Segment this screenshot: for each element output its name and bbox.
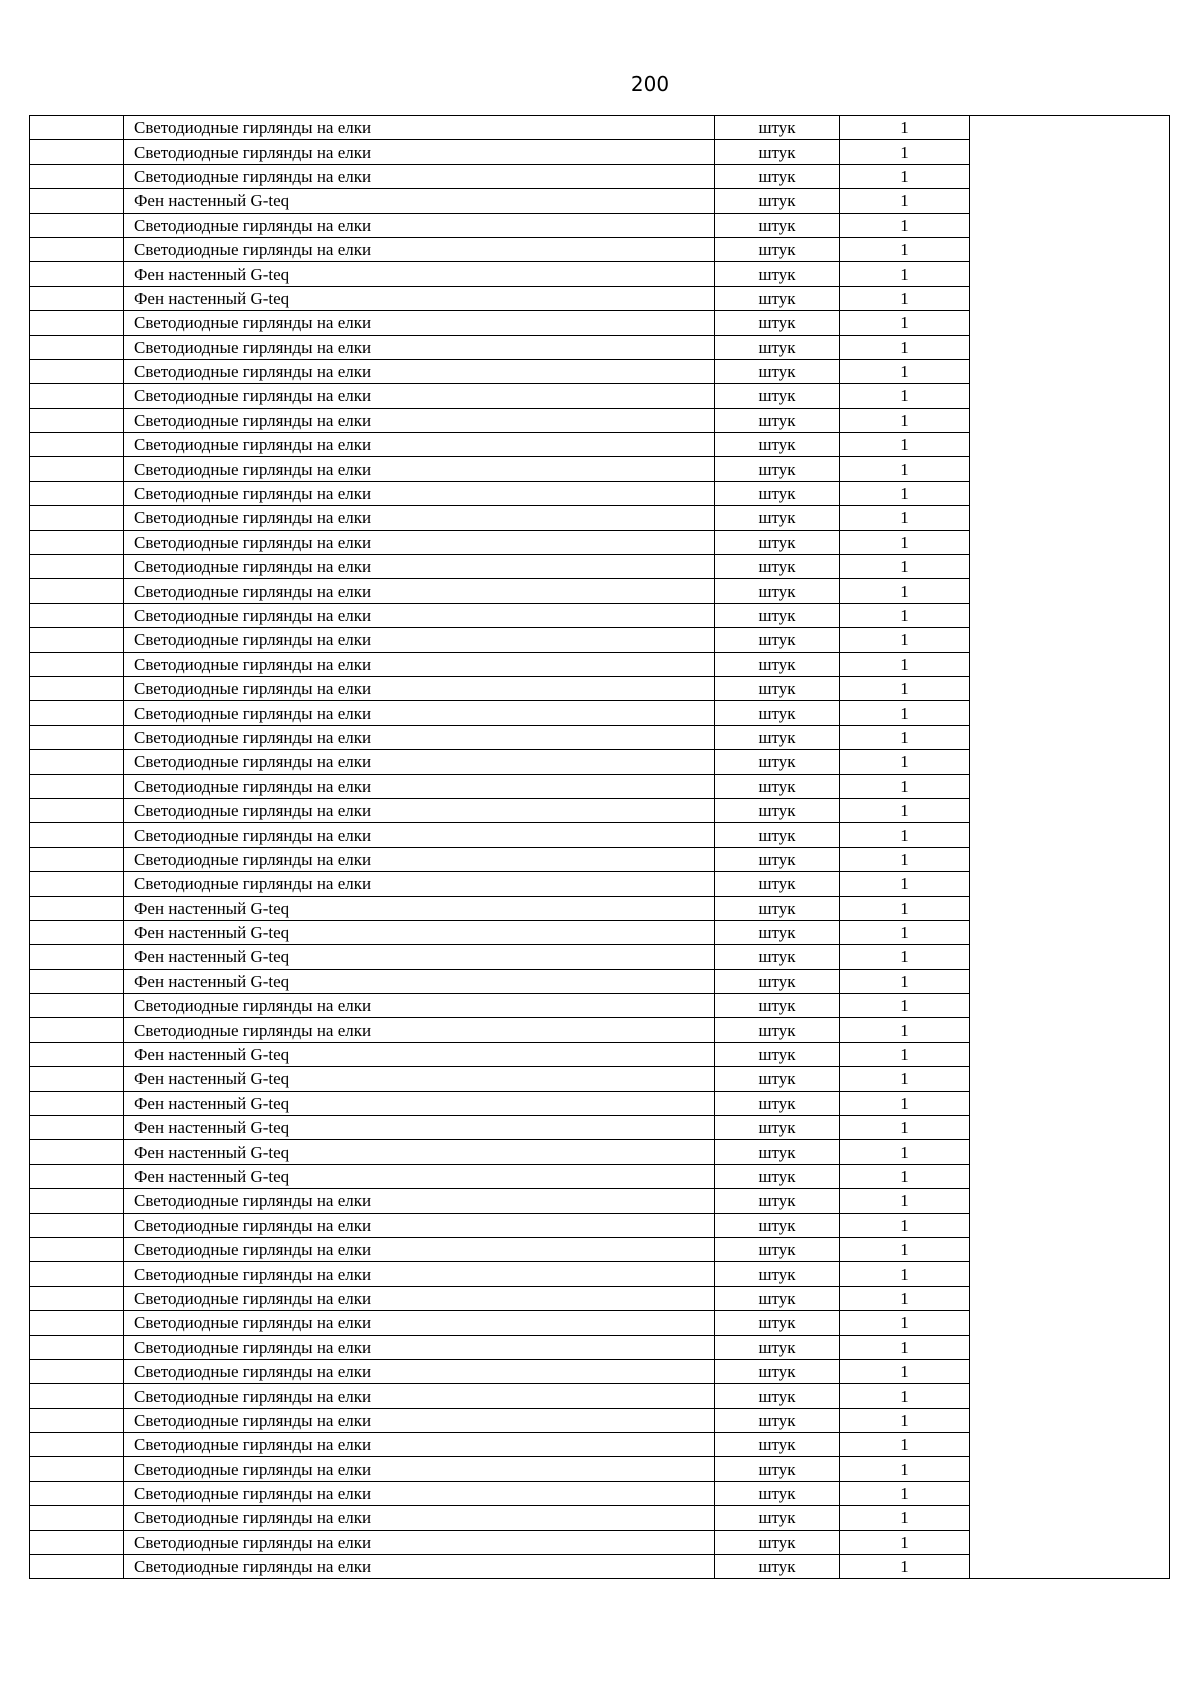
- item-name-cell: Светодиодные гирлянды на елки: [124, 1506, 715, 1530]
- item-unit-cell: штук: [715, 1481, 840, 1505]
- item-name-cell: Светодиодные гирлянды на елки: [124, 359, 715, 383]
- row-number-cell: [30, 774, 124, 798]
- item-unit-cell: штук: [715, 1213, 840, 1237]
- row-number-cell: [30, 1189, 124, 1213]
- row-number-cell: [30, 750, 124, 774]
- row-number-cell: [30, 798, 124, 822]
- item-name-cell: Светодиодные гирлянды на елки: [124, 555, 715, 579]
- row-number-cell: [30, 1311, 124, 1335]
- row-number-cell: [30, 1164, 124, 1188]
- item-quantity-cell: 1: [840, 1408, 970, 1432]
- row-number-cell: [30, 823, 124, 847]
- row-number-cell: [30, 1237, 124, 1261]
- item-name-cell: Светодиодные гирлянды на елки: [124, 433, 715, 457]
- row-number-cell: [30, 1408, 124, 1432]
- row-number-cell: [30, 1067, 124, 1091]
- item-unit-cell: штук: [715, 1384, 840, 1408]
- item-unit-cell: штук: [715, 652, 840, 676]
- item-quantity-cell: 1: [840, 1530, 970, 1554]
- row-number-cell: [30, 1213, 124, 1237]
- item-quantity-cell: 1: [840, 1384, 970, 1408]
- item-unit-cell: штук: [715, 969, 840, 993]
- row-number-cell: [30, 628, 124, 652]
- item-quantity-cell: 1: [840, 262, 970, 286]
- item-name-cell: Светодиодные гирлянды на елки: [124, 1433, 715, 1457]
- item-name-cell: Фен настенный G-teq: [124, 1140, 715, 1164]
- row-number-cell: [30, 994, 124, 1018]
- item-name-cell: Светодиодные гирлянды на елки: [124, 823, 715, 847]
- row-number-cell: [30, 896, 124, 920]
- item-quantity-cell: 1: [840, 994, 970, 1018]
- item-quantity-cell: 1: [840, 798, 970, 822]
- row-number-cell: [30, 286, 124, 310]
- row-number-cell: [30, 1140, 124, 1164]
- row-number-cell: [30, 555, 124, 579]
- item-unit-cell: штук: [715, 481, 840, 505]
- item-name-cell: Светодиодные гирлянды на елки: [124, 676, 715, 700]
- page-number: 200: [630, 72, 670, 96]
- item-unit-cell: штук: [715, 1506, 840, 1530]
- item-quantity-cell: 1: [840, 920, 970, 944]
- item-unit-cell: штук: [715, 433, 840, 457]
- row-number-cell: [30, 189, 124, 213]
- item-quantity-cell: 1: [840, 506, 970, 530]
- item-name-cell: Светодиодные гирлянды на елки: [124, 1286, 715, 1310]
- row-number-cell: [30, 725, 124, 749]
- item-name-cell: Фен настенный G-teq: [124, 286, 715, 310]
- item-quantity-cell: 1: [840, 1042, 970, 1066]
- item-quantity-cell: 1: [840, 725, 970, 749]
- item-quantity-cell: 1: [840, 872, 970, 896]
- item-name-cell: Светодиодные гирлянды на елки: [124, 1384, 715, 1408]
- item-quantity-cell: 1: [840, 652, 970, 676]
- item-name-cell: Фен настенный G-teq: [124, 896, 715, 920]
- item-quantity-cell: 1: [840, 164, 970, 188]
- item-quantity-cell: 1: [840, 1164, 970, 1188]
- row-number-cell: [30, 384, 124, 408]
- items-table: [29, 115, 1170, 1579]
- row-number-cell: [30, 1457, 124, 1481]
- item-name-cell: Светодиодные гирлянды на елки: [124, 701, 715, 725]
- item-quantity-cell: 1: [840, 579, 970, 603]
- item-name-cell: Светодиодные гирлянды на елки: [124, 457, 715, 481]
- row-number-cell: [30, 433, 124, 457]
- item-quantity-cell: 1: [840, 847, 970, 871]
- item-unit-cell: штук: [715, 1116, 840, 1140]
- item-quantity-cell: 1: [840, 1506, 970, 1530]
- item-quantity-cell: 1: [840, 1433, 970, 1457]
- item-unit-cell: штук: [715, 189, 840, 213]
- item-unit-cell: штук: [715, 116, 840, 140]
- item-quantity-cell: 1: [840, 1335, 970, 1359]
- row-number-cell: [30, 408, 124, 432]
- row-number-cell: [30, 1335, 124, 1359]
- item-unit-cell: штук: [715, 1457, 840, 1481]
- item-quantity-cell: 1: [840, 823, 970, 847]
- row-number-cell: [30, 359, 124, 383]
- item-quantity-cell: 1: [840, 676, 970, 700]
- row-number-cell: [30, 237, 124, 261]
- item-name-cell: Светодиодные гирлянды на елки: [124, 164, 715, 188]
- item-unit-cell: штук: [715, 1555, 840, 1579]
- row-number-cell: [30, 140, 124, 164]
- row-number-cell: [30, 1116, 124, 1140]
- item-unit-cell: штук: [715, 237, 840, 261]
- item-unit-cell: штук: [715, 1018, 840, 1042]
- item-name-cell: Светодиодные гирлянды на елки: [124, 140, 715, 164]
- item-quantity-cell: 1: [840, 1286, 970, 1310]
- item-unit-cell: штук: [715, 1433, 840, 1457]
- item-quantity-cell: 1: [840, 359, 970, 383]
- item-quantity-cell: 1: [840, 286, 970, 310]
- row-number-cell: [30, 213, 124, 237]
- item-unit-cell: штук: [715, 286, 840, 310]
- item-quantity-cell: 1: [840, 603, 970, 627]
- item-unit-cell: штук: [715, 506, 840, 530]
- item-name-cell: Светодиодные гирлянды на елки: [124, 1555, 715, 1579]
- item-quantity-cell: 1: [840, 1262, 970, 1286]
- item-unit-cell: штук: [715, 896, 840, 920]
- item-unit-cell: штук: [715, 1042, 840, 1066]
- item-name-cell: Светодиодные гирлянды на елки: [124, 1530, 715, 1554]
- row-number-cell: [30, 1091, 124, 1115]
- item-unit-cell: штук: [715, 262, 840, 286]
- item-unit-cell: штук: [715, 725, 840, 749]
- item-quantity-cell: 1: [840, 750, 970, 774]
- item-name-cell: Светодиодные гирлянды на елки: [124, 750, 715, 774]
- item-quantity-cell: 1: [840, 140, 970, 164]
- row-number-cell: [30, 1506, 124, 1530]
- item-unit-cell: штук: [715, 1140, 840, 1164]
- item-unit-cell: штук: [715, 628, 840, 652]
- item-quantity-cell: 1: [840, 1116, 970, 1140]
- item-quantity-cell: 1: [840, 969, 970, 993]
- item-name-cell: Светодиодные гирлянды на елки: [124, 213, 715, 237]
- item-quantity-cell: 1: [840, 384, 970, 408]
- row-number-cell: [30, 311, 124, 335]
- item-quantity-cell: 1: [840, 530, 970, 554]
- row-number-cell: [30, 506, 124, 530]
- item-name-cell: Фен настенный G-teq: [124, 262, 715, 286]
- row-number-cell: [30, 579, 124, 603]
- item-name-cell: Фен настенный G-teq: [124, 920, 715, 944]
- item-quantity-cell: 1: [840, 1457, 970, 1481]
- item-unit-cell: штук: [715, 1067, 840, 1091]
- item-unit-cell: штук: [715, 1530, 840, 1554]
- row-number-cell: [30, 1359, 124, 1383]
- item-name-cell: Светодиодные гирлянды на елки: [124, 1262, 715, 1286]
- item-name-cell: Светодиодные гирлянды на елки: [124, 1408, 715, 1432]
- item-name-cell: Фен настенный G-teq: [124, 1091, 715, 1115]
- item-name-cell: Светодиодные гирлянды на елки: [124, 237, 715, 261]
- item-name-cell: Светодиодные гирлянды на елки: [124, 1213, 715, 1237]
- table-row: [30, 116, 1170, 140]
- item-unit-cell: штук: [715, 701, 840, 725]
- row-number-cell: [30, 164, 124, 188]
- row-number-cell: [30, 530, 124, 554]
- item-name-cell: Светодиодные гирлянды на елки: [124, 628, 715, 652]
- item-unit-cell: штук: [715, 847, 840, 871]
- item-unit-cell: штук: [715, 213, 840, 237]
- item-name-cell: Светодиодные гирлянды на елки: [124, 1189, 715, 1213]
- item-quantity-cell: 1: [840, 408, 970, 432]
- row-number-cell: [30, 1433, 124, 1457]
- item-name-cell: Фен настенный G-teq: [124, 1067, 715, 1091]
- item-quantity-cell: 1: [840, 628, 970, 652]
- row-number-cell: [30, 872, 124, 896]
- item-name-cell: Светодиодные гирлянды на елки: [124, 579, 715, 603]
- item-unit-cell: штук: [715, 994, 840, 1018]
- item-unit-cell: штук: [715, 408, 840, 432]
- item-quantity-cell: 1: [840, 1189, 970, 1213]
- row-number-cell: [30, 1286, 124, 1310]
- item-name-cell: Светодиодные гирлянды на елки: [124, 872, 715, 896]
- item-unit-cell: штук: [715, 1311, 840, 1335]
- item-unit-cell: штук: [715, 603, 840, 627]
- row-number-cell: [30, 116, 124, 140]
- item-unit-cell: штук: [715, 774, 840, 798]
- item-name-cell: Фен настенный G-teq: [124, 969, 715, 993]
- item-quantity-cell: 1: [840, 701, 970, 725]
- item-quantity-cell: 1: [840, 189, 970, 213]
- item-unit-cell: штук: [715, 750, 840, 774]
- item-name-cell: Светодиодные гирлянды на елки: [124, 311, 715, 335]
- item-name-cell: Светодиодные гирлянды на елки: [124, 1481, 715, 1505]
- item-name-cell: Светодиодные гирлянды на елки: [124, 116, 715, 140]
- item-quantity-cell: 1: [840, 1018, 970, 1042]
- item-unit-cell: штук: [715, 457, 840, 481]
- item-quantity-cell: 1: [840, 555, 970, 579]
- item-unit-cell: штук: [715, 164, 840, 188]
- row-number-cell: [30, 1262, 124, 1286]
- row-number-cell: [30, 1555, 124, 1579]
- item-name-cell: Светодиодные гирлянды на елки: [124, 1457, 715, 1481]
- row-number-cell: [30, 920, 124, 944]
- item-quantity-cell: 1: [840, 1311, 970, 1335]
- item-name-cell: Светодиодные гирлянды на елки: [124, 530, 715, 554]
- item-unit-cell: штук: [715, 798, 840, 822]
- item-unit-cell: штук: [715, 359, 840, 383]
- item-quantity-cell: 1: [840, 945, 970, 969]
- item-name-cell: Светодиодные гирлянды на елки: [124, 847, 715, 871]
- item-name-cell: Светодиодные гирлянды на елки: [124, 1335, 715, 1359]
- row-number-cell: [30, 262, 124, 286]
- item-quantity-cell: 1: [840, 896, 970, 920]
- item-quantity-cell: 1: [840, 237, 970, 261]
- item-quantity-cell: 1: [840, 457, 970, 481]
- row-number-cell: [30, 969, 124, 993]
- item-quantity-cell: 1: [840, 433, 970, 457]
- item-unit-cell: штук: [715, 1164, 840, 1188]
- item-unit-cell: штук: [715, 1091, 840, 1115]
- row-number-cell: [30, 335, 124, 359]
- item-unit-cell: штук: [715, 872, 840, 896]
- item-unit-cell: штук: [715, 555, 840, 579]
- item-name-cell: Светодиодные гирлянды на елки: [124, 1359, 715, 1383]
- item-quantity-cell: 1: [840, 1091, 970, 1115]
- item-unit-cell: штук: [715, 920, 840, 944]
- item-name-cell: Светодиодные гирлянды на елки: [124, 384, 715, 408]
- item-unit-cell: штук: [715, 384, 840, 408]
- item-unit-cell: штук: [715, 579, 840, 603]
- item-quantity-cell: 1: [840, 1140, 970, 1164]
- item-quantity-cell: 1: [840, 335, 970, 359]
- item-unit-cell: штук: [715, 311, 840, 335]
- item-name-cell: Светодиодные гирлянды на елки: [124, 774, 715, 798]
- item-unit-cell: штук: [715, 676, 840, 700]
- row-number-cell: [30, 1384, 124, 1408]
- row-number-cell: [30, 603, 124, 627]
- item-quantity-cell: 1: [840, 213, 970, 237]
- items-table-body: [30, 116, 1170, 1579]
- item-unit-cell: штук: [715, 1237, 840, 1261]
- row-number-cell: [30, 1481, 124, 1505]
- row-number-cell: [30, 1042, 124, 1066]
- item-name-cell: Фен настенный G-teq: [124, 945, 715, 969]
- row-number-cell: [30, 847, 124, 871]
- item-quantity-cell: 1: [840, 1237, 970, 1261]
- item-name-cell: Светодиодные гирлянды на елки: [124, 994, 715, 1018]
- item-quantity-cell: 1: [840, 116, 970, 140]
- item-quantity-cell: 1: [840, 1213, 970, 1237]
- item-name-cell: Светодиодные гирлянды на елки: [124, 725, 715, 749]
- item-unit-cell: штук: [715, 1189, 840, 1213]
- item-name-cell: Светодиодные гирлянды на елки: [124, 798, 715, 822]
- item-name-cell: Светодиодные гирлянды на елки: [124, 481, 715, 505]
- item-name-cell: Светодиодные гирлянды на елки: [124, 603, 715, 627]
- row-number-cell: [30, 457, 124, 481]
- item-unit-cell: штук: [715, 945, 840, 969]
- row-number-cell: [30, 945, 124, 969]
- item-quantity-cell: 1: [840, 311, 970, 335]
- item-name-cell: Фен настенный G-teq: [124, 1042, 715, 1066]
- item-quantity-cell: 1: [840, 1555, 970, 1579]
- item-unit-cell: штук: [715, 530, 840, 554]
- item-name-cell: Светодиодные гирлянды на елки: [124, 335, 715, 359]
- item-name-cell: Светодиодные гирлянды на елки: [124, 1311, 715, 1335]
- item-name-cell: Фен настенный G-teq: [124, 1164, 715, 1188]
- item-name-cell: Светодиодные гирлянды на елки: [124, 408, 715, 432]
- item-quantity-cell: 1: [840, 774, 970, 798]
- row-number-cell: [30, 1530, 124, 1554]
- item-name-cell: Светодиодные гирлянды на елки: [124, 506, 715, 530]
- row-number-cell: [30, 481, 124, 505]
- row-number-cell: [30, 1018, 124, 1042]
- item-unit-cell: штук: [715, 1262, 840, 1286]
- item-unit-cell: штук: [715, 1359, 840, 1383]
- item-unit-cell: штук: [715, 140, 840, 164]
- item-quantity-cell: 1: [840, 481, 970, 505]
- item-name-cell: Светодиодные гирлянды на елки: [124, 1018, 715, 1042]
- row-number-cell: [30, 701, 124, 725]
- row-number-cell: [30, 676, 124, 700]
- item-unit-cell: штук: [715, 335, 840, 359]
- item-name-cell: Светодиодные гирлянды на елки: [124, 1237, 715, 1261]
- item-unit-cell: штук: [715, 1408, 840, 1432]
- item-quantity-cell: 1: [840, 1359, 970, 1383]
- item-quantity-cell: 1: [840, 1067, 970, 1091]
- item-name-cell: Фен настенный G-teq: [124, 189, 715, 213]
- item-unit-cell: штук: [715, 823, 840, 847]
- row-number-cell: [30, 652, 124, 676]
- notes-cell: [970, 116, 1170, 1579]
- item-quantity-cell: 1: [840, 1481, 970, 1505]
- item-unit-cell: штук: [715, 1286, 840, 1310]
- item-name-cell: Фен настенный G-teq: [124, 1116, 715, 1140]
- item-unit-cell: штук: [715, 1335, 840, 1359]
- item-name-cell: Светодиодные гирлянды на елки: [124, 652, 715, 676]
